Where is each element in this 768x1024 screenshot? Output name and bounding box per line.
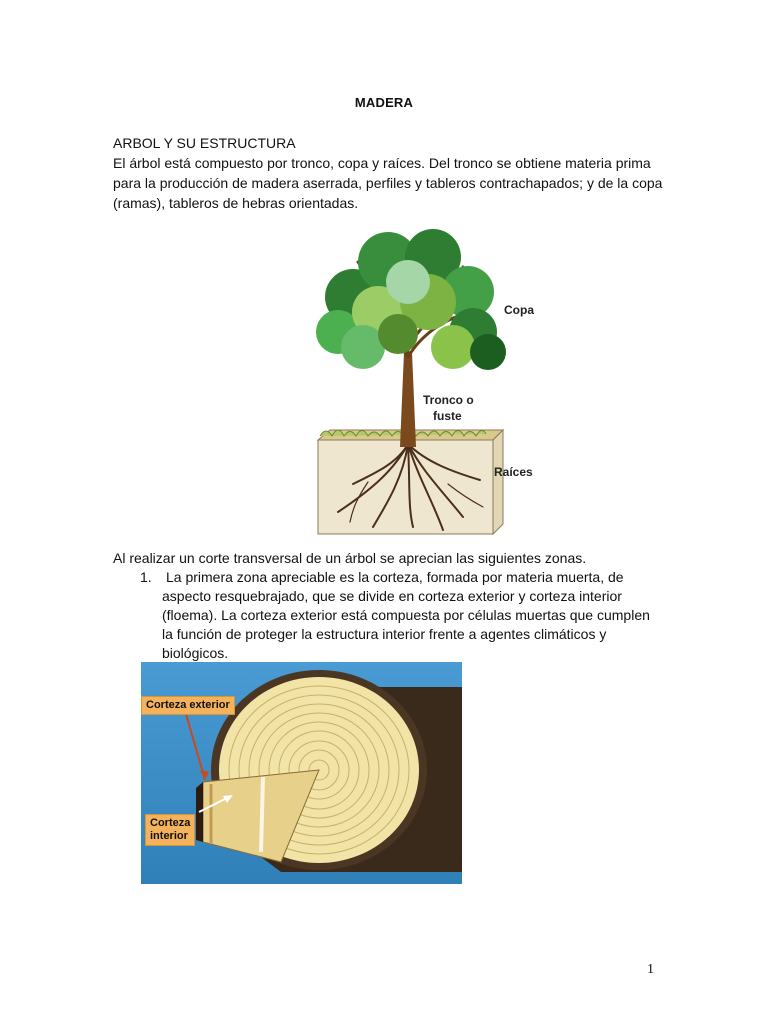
- crown: [316, 229, 506, 370]
- label-tronco: Tronco o: [423, 393, 474, 407]
- intro-line: El árbol está compuesto por tronco, copa y raíces. Del tronco se obtiene materia prima: [113, 155, 651, 171]
- log-cross-section-figure: [141, 662, 462, 884]
- label-fuste: fuste: [433, 409, 462, 423]
- list-line: La primera zona apreciable es la corteza, formada por materia muerta, de: [166, 569, 624, 585]
- list-line: la función de proteger la estructura interior frente a agentes climáticos y: [162, 626, 607, 642]
- trunk: [400, 352, 416, 447]
- page-number: 1: [647, 962, 654, 977]
- list-line: biológicos.: [162, 645, 229, 661]
- zones-intro: Al realizar un corte transversal de un árbol se aprecian las siguientes zonas.: [113, 550, 587, 566]
- list-number: 1.: [140, 569, 152, 585]
- label-interior-line: interior: [150, 830, 188, 842]
- list-line: aspecto resquebrajado, que se divide en corteza exterior y corteza interior: [162, 588, 622, 604]
- intro-line: para la producción de madera aserrada, perfiles y tableros contrachapados; y de la copa: [113, 175, 663, 191]
- label-corteza-exterior: Corteza exterior: [141, 696, 235, 715]
- list-line: (floema). La corteza exterior está compuesta por células muertas que cumplen: [162, 607, 650, 623]
- intro-paragraph: [113, 133, 673, 213]
- section-heading: ARBOL Y SU ESTRUCTURA: [113, 135, 296, 151]
- intro-line: (ramas), tableros de hebras orientadas.: [113, 195, 359, 211]
- label-interior-line: Corteza: [150, 817, 191, 829]
- label-raices: Raíces: [494, 465, 533, 479]
- tree-structure-figure: [258, 222, 558, 542]
- label-copa: Copa: [504, 303, 534, 317]
- document-title: MADERA: [354, 95, 414, 110]
- label-corteza-interior: [145, 814, 195, 846]
- list-item-text: [162, 568, 672, 663]
